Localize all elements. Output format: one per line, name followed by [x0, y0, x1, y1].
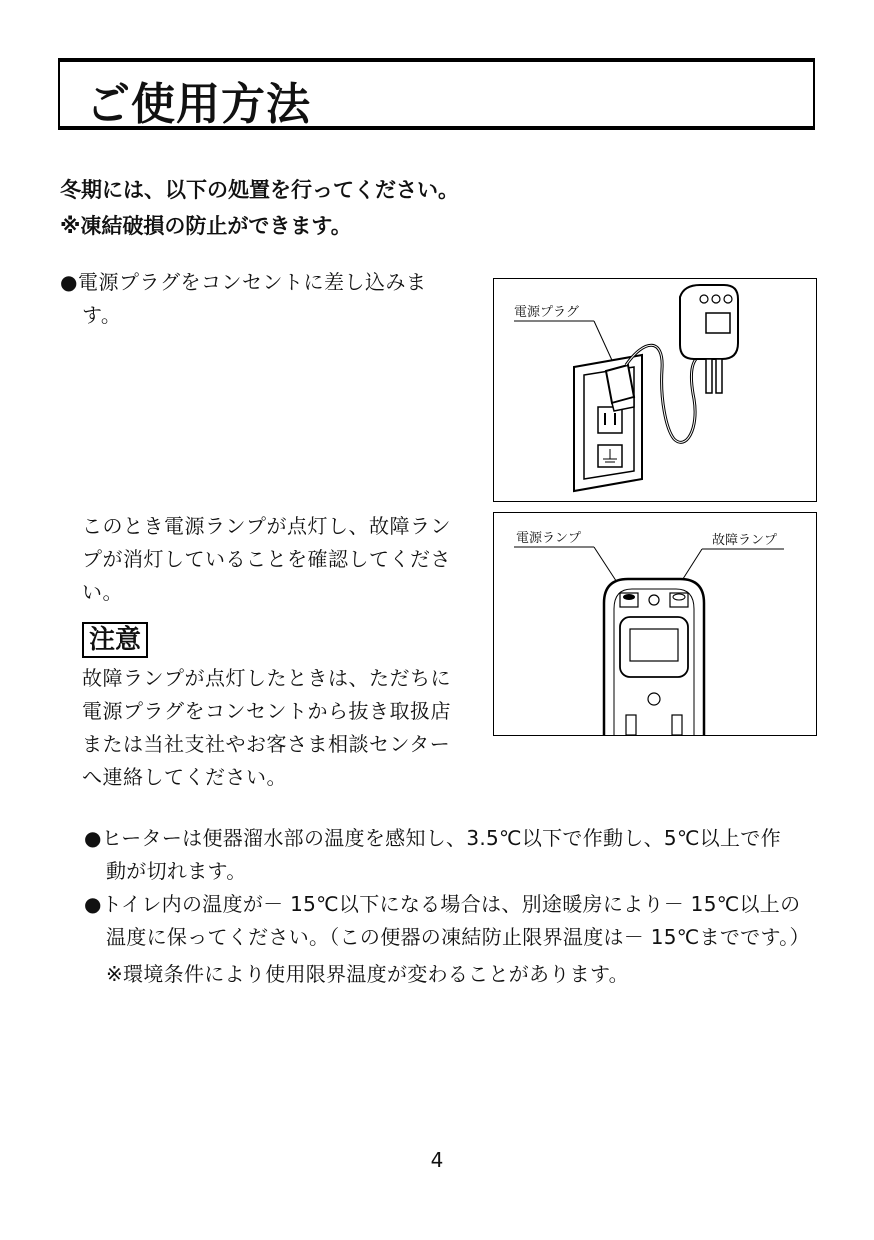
- page-title: ご使用方法: [86, 79, 311, 130]
- step2-line-3: い。: [82, 580, 123, 604]
- page-number: 4: [430, 1148, 444, 1172]
- caution-line-3: または当社支社やお客さま相談センター: [82, 732, 451, 756]
- caution-line-4: へ連絡してください。: [82, 765, 287, 789]
- figure-plug-outlet: [493, 278, 817, 502]
- note1-line-2: 動が切れます。: [106, 859, 247, 883]
- note1-line-1: ●ヒーターは便器溜水部の温度を感知し、3.5℃以下で作動し、5℃以上で作: [84, 826, 781, 850]
- caution-line-2: 電源プラグをコンセントから抜き取扱店: [82, 699, 451, 723]
- bullet-icon: ●: [60, 270, 78, 294]
- caution-line-1: 故障ランプが点灯したときは、ただちに: [82, 666, 451, 690]
- step2-line-2: プが消灯していることを確認してくださ: [82, 547, 451, 571]
- label-power-lamp: 電源ランプ: [516, 531, 582, 546]
- note2-line-1: ●トイレ内の温度が－ 15℃以下になる場合は、別途暖房により－ 15℃以上の: [84, 892, 801, 916]
- step1-line-1: 電源プラグをコンセントに差し込みま: [77, 270, 427, 294]
- step1-line-2: す。: [82, 303, 122, 327]
- step1-text: [60, 266, 426, 332]
- intro-text: [60, 172, 459, 244]
- intro-line-2: ※凍結破損の防止ができます。: [60, 214, 352, 238]
- caution-tag: 注意: [82, 622, 148, 658]
- label-fault-lamp: 故障ランプ: [712, 533, 778, 548]
- step2-line-1: このとき電源ランプが点灯し、故障ラン: [82, 514, 451, 538]
- note-temperature: [84, 888, 810, 954]
- label-power-plug: 電源プラグ: [514, 305, 580, 320]
- figure-lamps: [493, 512, 817, 736]
- caution-text: [82, 662, 451, 794]
- page-title-box: [58, 58, 815, 130]
- note-heater: [84, 822, 781, 888]
- intro-line-1: 冬期には、以下の処置を行ってください。: [60, 178, 459, 202]
- step2-text: [82, 510, 451, 609]
- note2-line-2: 温度に保ってください。（この便器の凍結防止限界温度は－ 15℃までです。）: [106, 925, 810, 949]
- note-environment: ※環境条件により使用限界温度が変わることがあります。: [106, 962, 629, 986]
